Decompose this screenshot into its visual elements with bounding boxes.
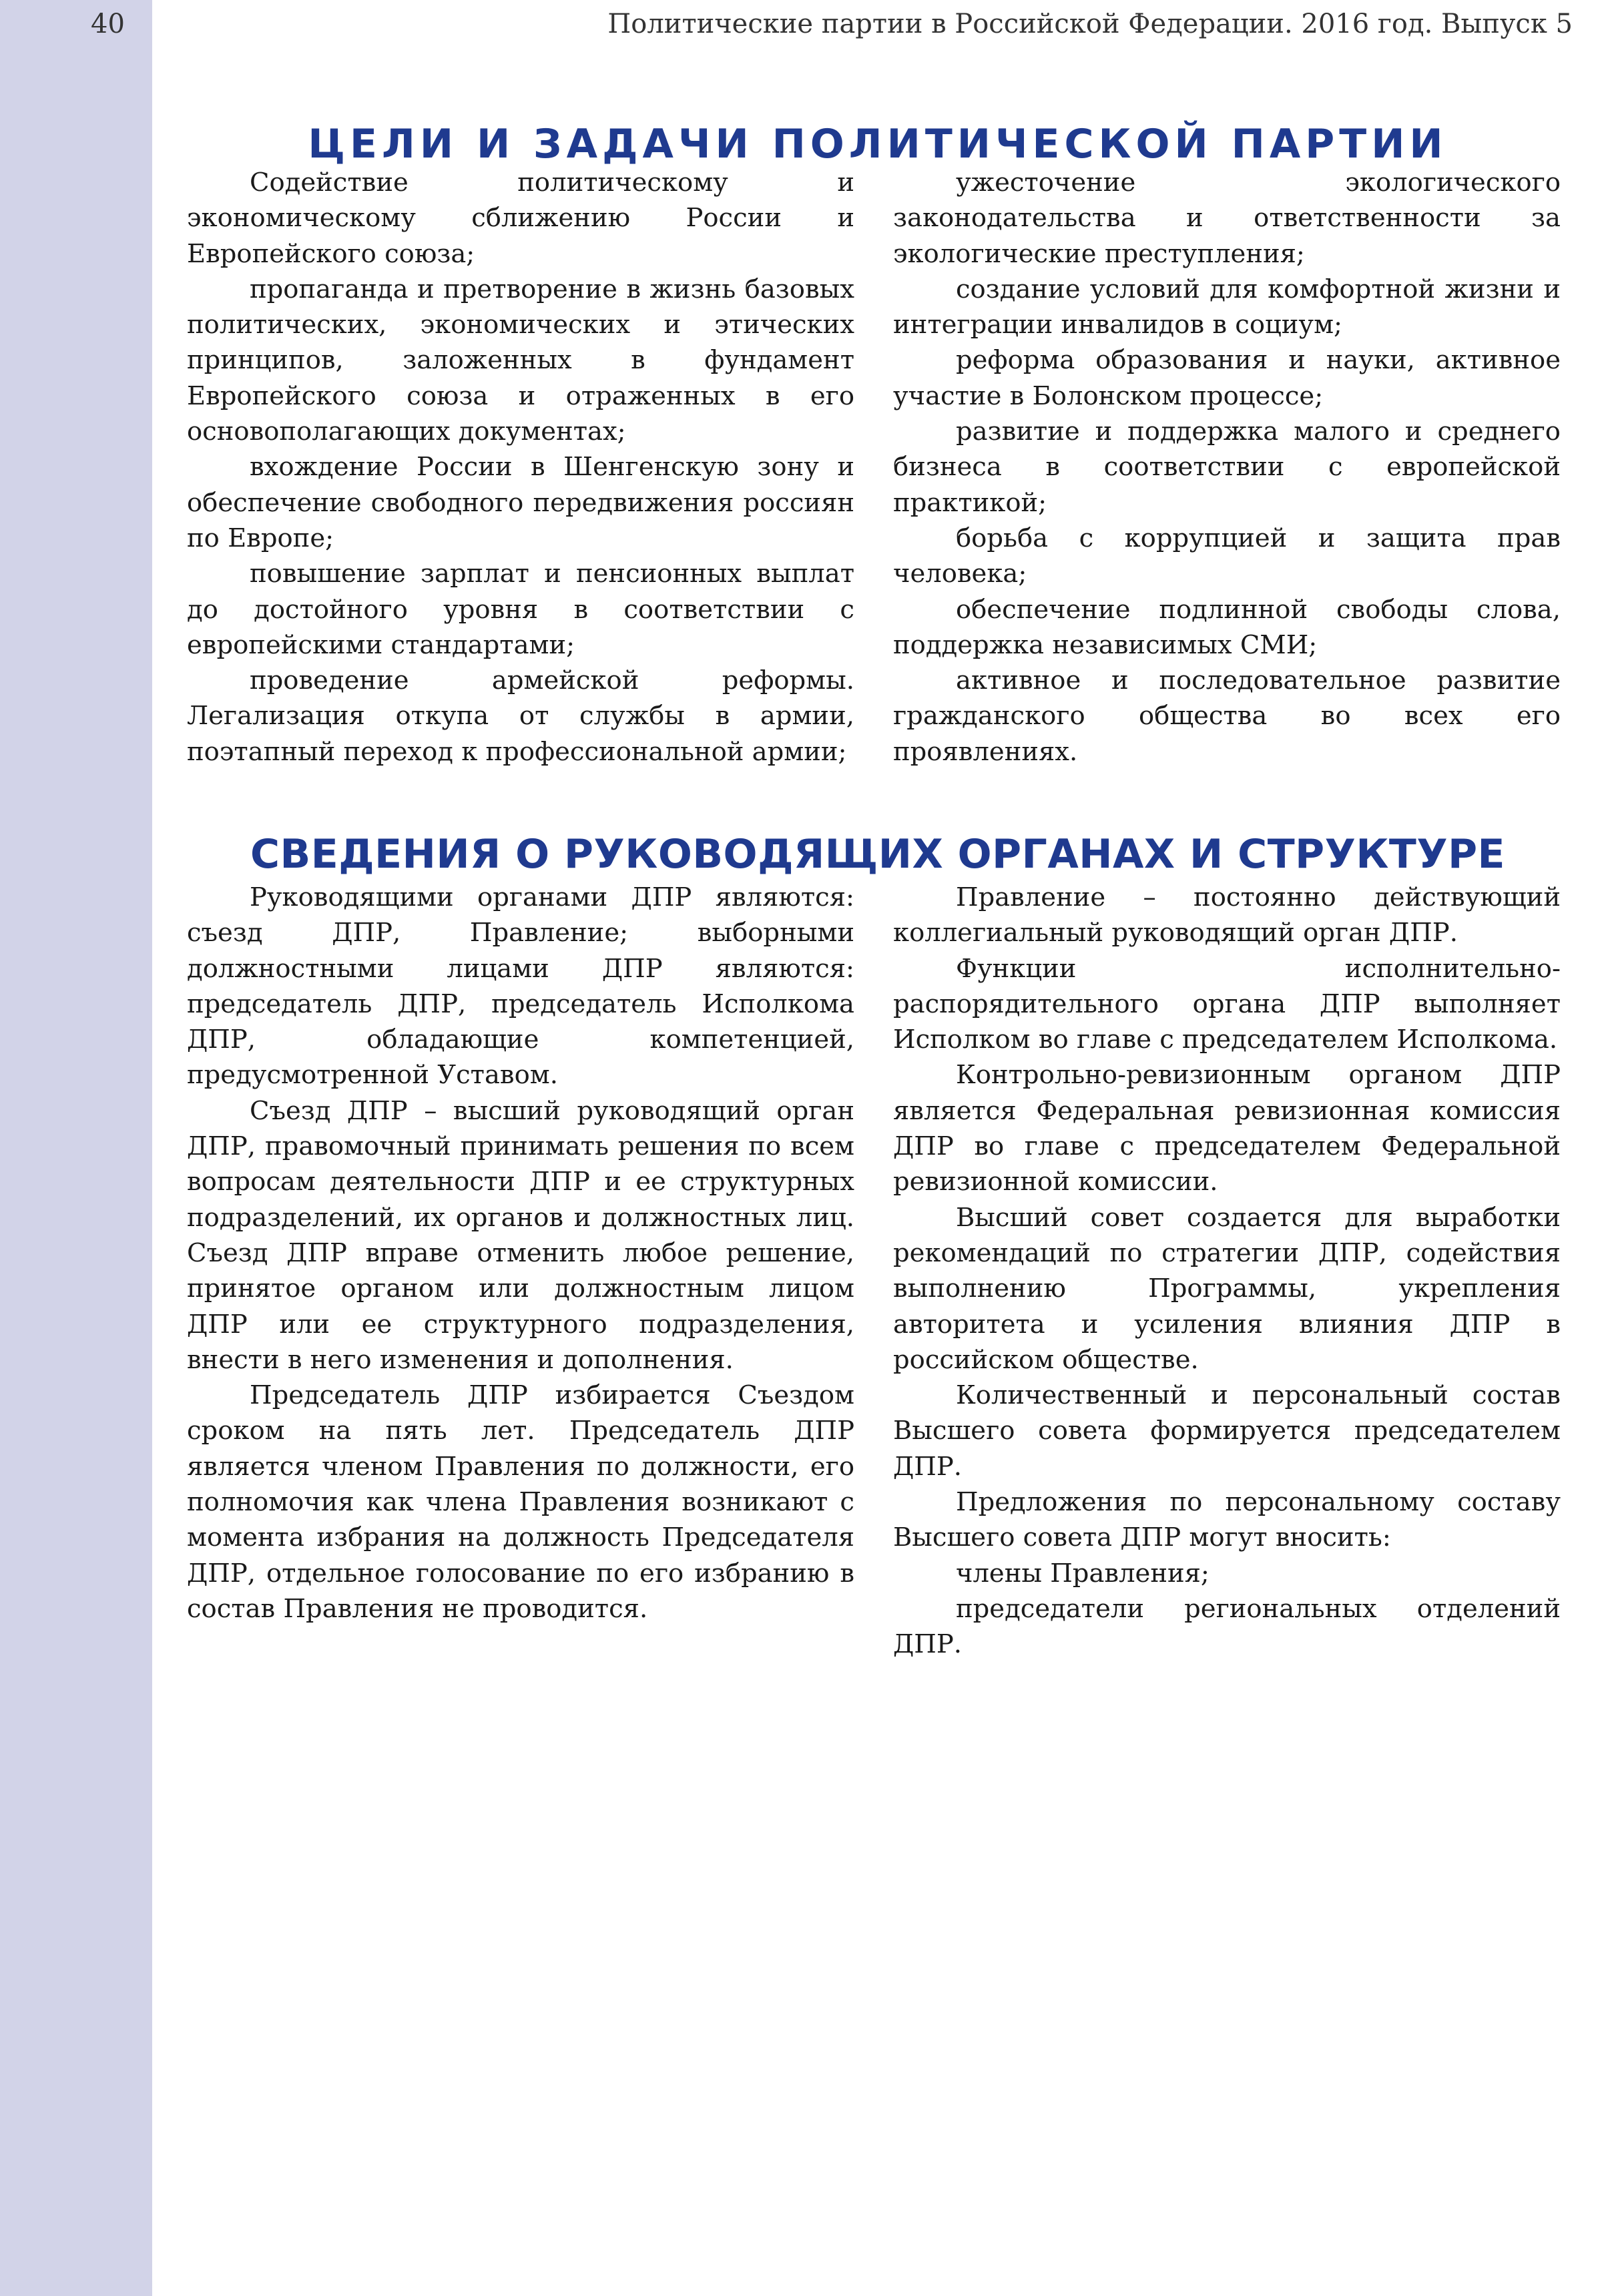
goals-left-column [187, 165, 854, 770]
goal-paragraph: ужесточение экологического законодательства и ответственности за экологические преступления; [893, 168, 1561, 269]
page-number: 40 [91, 9, 125, 39]
structure-paragraph: председатели региональных отделений ДПР. [893, 1593, 1561, 1660]
goal-paragraph: развитие и поддержка малого и среднего бизнеса в соответствии с европейской практикой; [893, 416, 1561, 518]
goals-section-title: ЦЕЛИ И ЗАДАЧИ ПОЛИТИЧЕСКОЙ ПАРТИИ [308, 121, 1448, 168]
structure-paragraph: Высший совет создается для выработки рекомендаций по стратегии ДПР, содействия выполнению Программы, укрепления авторитета и усиления влияния ДПР в российском обществе. [893, 1202, 1561, 1375]
structure-paragraph: члены Правления; [956, 1558, 1210, 1589]
goal-paragraph: повышение зарплат и пенсионных выплат до достойного уровня в соответствии с европейскими стандартами; [187, 559, 854, 660]
structure-paragraph: Съезд ДПР – высший руководящий орган ДПР, правомочный принимать решения по всем вопросам деятельности ДПР и ее структурных подразделений, их органов и должностных лиц. Съезд ДПР вправе отменить любое решение, принятое органом или должностным лицом ДПР или ее структурного подразделения, внести в него изменения и дополнения. [187, 1095, 854, 1375]
structure-paragraph: Функции исполнительно-распорядительного органа ДПР выполняет Исполком во главе с председателем Исполкома. [893, 953, 1561, 1055]
structure-paragraph: Председатель ДПР избирается Съездом сроком на пять лет. Председатель ДПР является членом Правления по должности, его полномочия как члена Правления возникают с момента избрания на должность Председателя ДПР, отдельное голосование по его избранию в состав Правления не проводится. [187, 1380, 854, 1624]
goals-right-column [893, 165, 1561, 770]
goal-paragraph: пропаганда и претворение в жизнь базовых политических, экономических и этических принципов, заложенных в фундамент Европейского союза и отраженных в его основополагающих документах; [187, 274, 854, 447]
running-header: Политические партии в Российской Федерации. 2016 год. Выпуск 5 [607, 9, 1573, 39]
structure-paragraph: Предложения по персональному составу Высшего совета ДПР могут вносить: [893, 1487, 1561, 1553]
side-color-band [0, 0, 152, 2296]
goal-paragraph: проведение армейской реформы. Легализация откупа от службы в армии, поэтапный переход к профессиональной армии; [187, 665, 854, 767]
goal-paragraph: создание условий для комфортной жизни и интеграции инвалидов в социум; [893, 274, 1561, 340]
goal-paragraph: реформа образования и науки, активное участие в Болонском процессе; [893, 345, 1561, 411]
goal-paragraph: обеспечение подлинной свободы слова, поддержка независимых СМИ; [893, 594, 1561, 660]
goal-paragraph: борьба с коррупцией и защита прав человека; [893, 523, 1561, 589]
structure-left-column [187, 880, 854, 1627]
structure-section-title: СВЕДЕНИЯ О РУКОВОДЯЩИХ ОРГАНАХ И СТРУКТУРЕ [250, 831, 1506, 878]
goal-paragraph: активное и последовательное развитие гражданского общества во всех его проявлениях. [893, 665, 1561, 767]
structure-paragraph: Количественный и персональный состав Высшего совета формируется председателем ДПР. [893, 1380, 1561, 1482]
goal-paragraph: Содействие политическому и экономическому сближению России и Европейского союза; [187, 168, 854, 269]
structure-paragraph: Контрольно-ревизионным органом ДПР является Федеральная ревизионная комиссия ДПР во главе с председателем Федеральной ревизионной комиссии. [893, 1060, 1561, 1197]
structure-right-column [893, 880, 1561, 1663]
structure-paragraph: Правление – постоянно действующий коллегиальный руководящий орган ДПР. [893, 882, 1561, 948]
structure-paragraph: Руководящими органами ДПР являются: съезд ДПР, Правление; выборными должностными лицами ДПР являются: председатель ДПР, председатель Исполкома ДПР, обладающие компетенцией, предусмотренной Уставом. [187, 882, 854, 1091]
goal-paragraph: вхождение России в Шенгенскую зону и обеспечение свободного передвижения россиян по Европе; [187, 452, 854, 553]
